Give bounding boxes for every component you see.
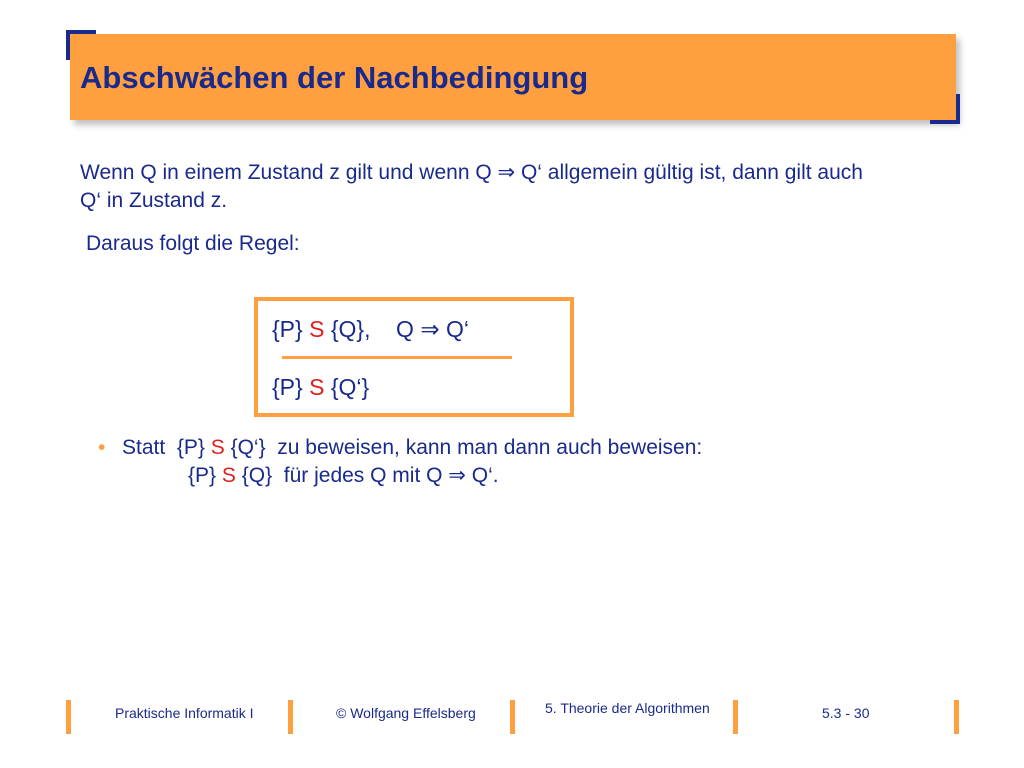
footer-course: Praktische Informatik I [115,705,254,721]
statt-line [122,434,702,462]
footer-bar-4 [733,700,738,734]
intro-part-a: Wenn Q in einem Zustand z gilt und wenn Q [80,161,498,184]
intro-paragraph [80,159,960,215]
rule-divider [282,356,512,359]
statt-part-a: Statt {P} [122,436,211,459]
footer-author: © Wolfgang Effelsberg [336,705,476,721]
corner-mark-top-left [66,30,96,60]
fuer-s: S [221,464,236,487]
rule-premise-q: {Q}, Q ⇒ Q‘ [324,316,469,342]
fuer-line [188,462,499,490]
footer-bar-1 [66,700,71,734]
title-bar [70,34,956,120]
slide-title: Abschwächen der Nachbedingung [80,60,589,95]
rule-conclusion-q: {Q‘} [324,374,370,400]
rule-premise [272,316,469,343]
fuer-part-b: {Q} für jedes Q mit Q ⇒ Q‘. [235,464,499,487]
implies-symbol: ⇒ [497,161,516,184]
inference-rule-box [254,297,574,417]
rule-conclusion-s: S [309,374,325,400]
intro-part-b: Q‘ allgemein gültig ist, dann gilt auch [515,161,863,184]
corner-mark-bottom-right [930,94,960,124]
statt-s: S [210,436,225,459]
intro-part-c: Q‘ in Zustand z. [80,189,228,212]
rule-conclusion [272,374,369,401]
rule-conclusion-p: {P} [272,374,310,400]
statt-part-b: {Q‘} zu beweisen, kann man dann auch beweisen: [224,436,703,459]
footer-page: 5.3 - 30 [822,705,870,721]
footer-chapter: 5. Theorie der Algorithmen [545,700,710,716]
footer-bar-2 [288,700,293,734]
rule-premise-s: S [309,316,325,342]
daraus-text: Daraus folgt die Regel: [86,232,300,255]
rule-premise-p: {P} [272,316,310,342]
footer-bar-3 [510,700,515,734]
bullet-icon: • [98,436,106,459]
fuer-part-a: {P} [188,464,222,487]
footer-bar-5 [954,700,959,734]
